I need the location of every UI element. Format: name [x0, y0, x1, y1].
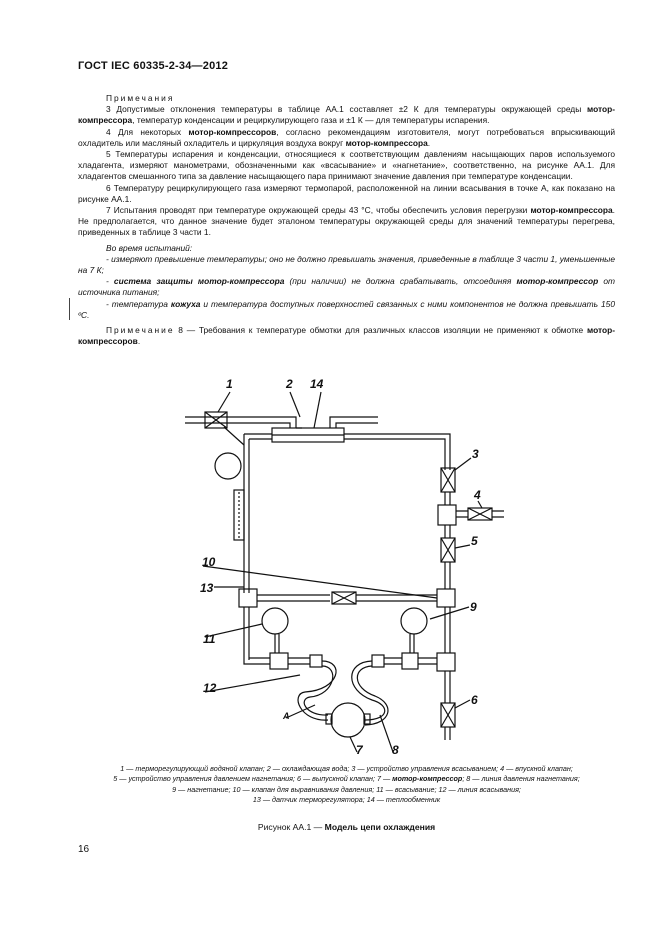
label-10: 10 [202, 555, 216, 569]
note-7-text-end: . Не предполагается, что данное значение будет эталоном температуры окружающей среды для значений температуры перегрева, приведенных в таблице 3 части 1. [78, 205, 615, 238]
motor-compressor [331, 703, 365, 737]
label-9: 9 [470, 600, 477, 614]
legend-line-2-text: 5 — устройство управления давлением нагнетания; 6 — выпускной клапан; 7 — [113, 774, 393, 784]
note-4 [78, 127, 615, 149]
legend-line-2-text-end: ; 8 — линия давления нагнетания; [462, 774, 580, 784]
note-4-text: 4 Для некоторых [106, 126, 189, 137]
label-2: 2 [286, 377, 293, 391]
label-7: 7 [356, 743, 363, 757]
label-8: 8 [392, 743, 399, 757]
page-number: 16 [78, 844, 90, 855]
note-3-term: мотор-компрессора [78, 104, 615, 126]
tests-intro: Во время испытаний: [106, 242, 193, 253]
note-8-text-end: . [137, 336, 141, 347]
suction-gauge [262, 608, 288, 634]
test-bullet-2-term: система защиты мотор-компрессора [113, 276, 285, 287]
cooling-circuit-diagram [0, 370, 661, 760]
test-bullet-2-text-end: от источника питания; [78, 276, 615, 298]
note-3-text: 3 Допустимые отклонения температуры в таблице АА.1 составляет ±2 К для температуры окружающей среды [106, 104, 587, 115]
label-5: 5 [471, 534, 478, 548]
test-bullet-3 [78, 299, 615, 321]
test-bullet-2-term-2: мотор-компрессор [516, 276, 599, 287]
label-13: 13 [200, 581, 214, 595]
legend-line-1: 1 — терморегулирующий водяной клапан; 2 — охлаждающая вода; 3 — устройство управления всасыванием; 4 — впускной клапан; [120, 764, 573, 773]
test-bullet-2-dash: - [106, 276, 114, 287]
note-5: 5 Температуры испарения и конденсации, относящиеся к соответствующим давлениям насыщающих паров используемого хладагента, измеряют манометрами, обозначенными как «всасывание» и «нагнетание», соответственно, на рисунке АА.1. Для хладагентов смешанного типа за давление насыщающего пара принимают значение давления при температуре конденсации. [78, 149, 615, 182]
test-bullet-3-term: кожуха [170, 298, 201, 309]
document-header: ГОСТ IEC 60335-2-34—2012 [78, 60, 229, 72]
note-4-text-mid: , согласно рекомендациям изготовителя, могут потребоваться впрыскивающий охладитель или масляный охладитель и циркуляция воздуха вокруг [78, 126, 616, 148]
note-8-text: 8 — Требования к температуре обмотки для различных классов изоляции не применяют к обмотке [174, 325, 587, 336]
note-3-text-end: , температур конденсации и рециркулирующего газа и ±1 К — для температуры испарения. [132, 115, 490, 126]
legend-line-2 [78, 774, 615, 784]
change-bar [69, 298, 70, 320]
label-11: 11 [203, 632, 216, 646]
thermostat-sensor-bulb [215, 453, 241, 479]
note-4-term: мотор-компрессоров [188, 126, 277, 137]
label-6: 6 [471, 693, 478, 707]
label-12: 12 [203, 681, 217, 695]
figure-title-text: Модель цепи охлаждения [324, 822, 436, 832]
test-bullet-3-text: - температура [106, 298, 171, 309]
label-4: 4 [474, 488, 481, 502]
legend-line-3: 9 — нагнетание; 10 — клапан для выравнивания давления; 11 — всасывание; 12 — линия всасывания; [172, 784, 521, 794]
figure-title-prefix: Рисунок АА.1 — [257, 822, 325, 832]
figure-legend [78, 764, 615, 806]
label-14: 14 [310, 377, 324, 391]
legend-line-2-term: мотор-компрессор [392, 774, 463, 784]
note-3 [78, 104, 615, 126]
note-4-term-2: мотор-компрессора [345, 137, 428, 148]
label-1: 1 [226, 377, 233, 391]
notes-block [78, 93, 615, 347]
note-8 [78, 325, 615, 347]
test-bullet-2 [78, 276, 615, 298]
label-3: 3 [472, 447, 479, 461]
note-7-text: 7 Испытания проводят при температуре окружающей среды 43 °С, чтобы обеспечить условия перегрузки [106, 205, 531, 216]
figure-title [78, 822, 615, 832]
note-7-term: мотор-компрессора [530, 205, 613, 216]
note-8-term: мотор-компрессоров [78, 325, 615, 347]
note-6: 6 Температуру рециркулирующего газа измеряют термопарой, расположенной на линии всасывания в точке А, как показано на рисунке АА.1. [78, 182, 615, 204]
discharge-gauge [401, 608, 427, 634]
test-bullet-2-text: (при наличии) не должна срабатывать, отсоединяя [284, 276, 517, 287]
note-8-label: Примечание [106, 325, 175, 336]
legend-line-4: 13 — датчик терморегулятора; 14 — теплообменник [252, 795, 441, 805]
test-bullet-1: - измеряют превышение температуры; оно не должно превышать значения, приведенные в таблице 3 части 1, уменьшенные на 7 К; [78, 253, 615, 276]
note-7 [78, 205, 615, 239]
notes-heading: Примечания [106, 93, 175, 103]
label-point-a: А [283, 711, 290, 721]
test-bullet-3-text-end: и температура доступных поверхностей связанных с ними компонентов не должна превышать 150 ºС. [78, 298, 615, 320]
note-4-text-end: . [427, 137, 431, 148]
